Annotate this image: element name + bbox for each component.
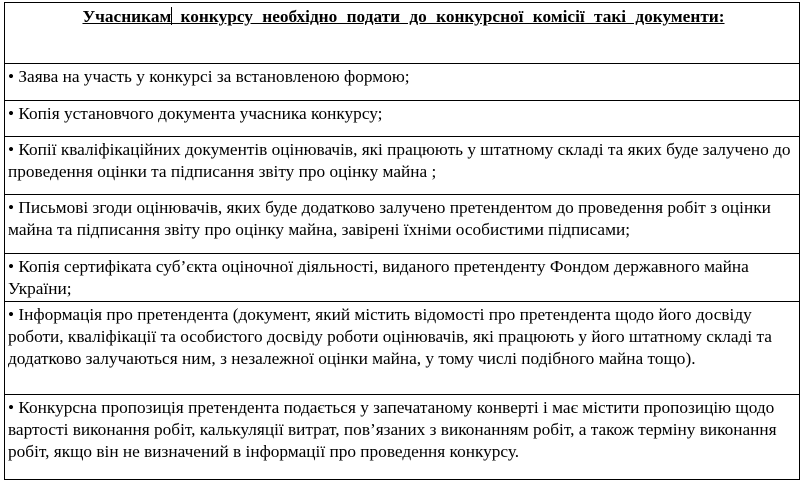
table-heading bbox=[5, 3, 800, 64]
list-item-text: • Письмові згоди оцінювачів, яких буде додатково залучено претендентом до проведення робіт з оцінки майна та підписання звіту про оцінку майна, завірені їхніми особистими підписами; bbox=[8, 198, 771, 239]
list-item bbox=[5, 101, 800, 137]
table-row bbox=[5, 254, 800, 302]
list-item-text: • Заява на участь у конкурсі за встановленою формою; bbox=[8, 67, 410, 86]
heading-text-part1: Учасникам bbox=[82, 7, 172, 26]
documents-table bbox=[4, 2, 800, 480]
list-item-text: • Конкурсна пропозиція претендента подається у запечатаному конверті і має містити пропозицію щодо вартості виконання робіт, калькуляції витрат, пов’язаних з виконанням робіт, а також терміну виконання робіт, якщо він не визначений в інформації про проведення конкурсу. bbox=[8, 398, 777, 461]
heading-text bbox=[82, 7, 724, 26]
list-item-text: • Копія установчого документа учасника конкурсу; bbox=[8, 104, 383, 123]
table-row bbox=[5, 64, 800, 101]
table-row bbox=[5, 302, 800, 395]
list-item-text: • Копія сертифіката суб’єкта оціночної діяльності, виданого претенденту Фондом державного майна України; bbox=[8, 257, 749, 298]
list-item bbox=[5, 302, 800, 395]
list-item bbox=[5, 64, 800, 101]
table-row bbox=[5, 101, 800, 137]
header-row bbox=[5, 3, 800, 64]
table-row bbox=[5, 195, 800, 254]
list-item-text: • Копії кваліфікаційних документів оцінювачів, які працюють у штатному складі та яких буде залучено до проведення оцінки та підписання звіту про оцінку майна ; bbox=[8, 140, 791, 181]
heading-text-part2: конкурсу необхідно подати до конкурсної комісії такі документи: bbox=[171, 7, 725, 26]
list-item bbox=[5, 137, 800, 195]
list-item bbox=[5, 395, 800, 480]
list-item bbox=[5, 254, 800, 302]
table-row bbox=[5, 137, 800, 195]
table-row bbox=[5, 395, 800, 480]
list-item-text: • Інформація про претендента (документ, який містить відомості про претендента щодо його досвіду роботи, кваліфікації та особистого досвіду роботи оцінювачів, які працюють у його штатному складі та додатково залучаються ним, з незалежної оцінки майна, у тому числі подібного майна тощо). bbox=[8, 305, 772, 368]
list-item bbox=[5, 195, 800, 254]
